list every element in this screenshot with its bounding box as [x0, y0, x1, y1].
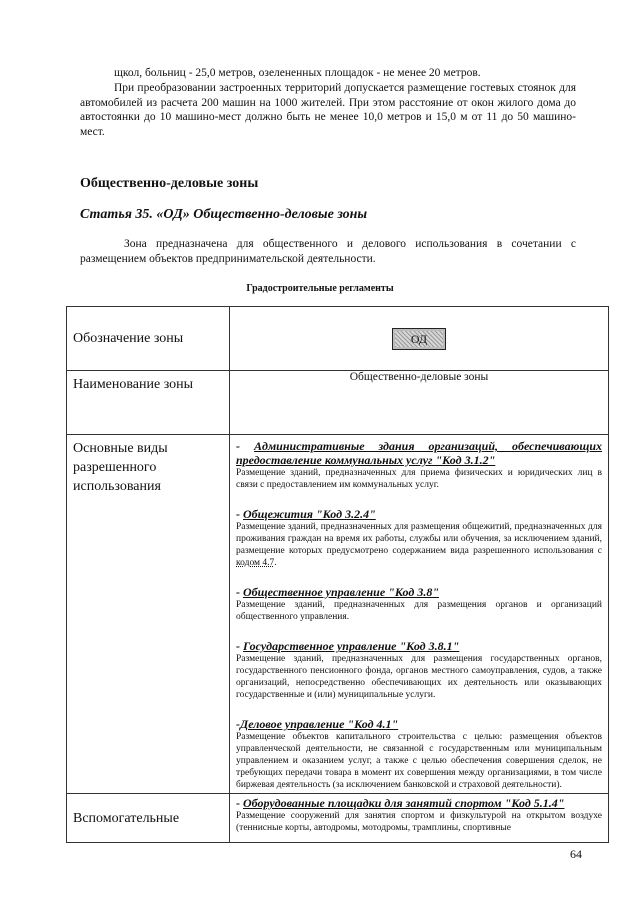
- zone-name-label: Наименование зоны: [67, 371, 230, 435]
- use-title: - Общежития "Код 3.2.4": [236, 507, 376, 521]
- intro-paragraph-1: щкол, больниц - 25,0 метров, озелененных площадок - не менее 20 метров.: [114, 67, 481, 79]
- use-description: Размещение зданий, предназначенных для размещения государственных органов, государственного пенсионного фонда, органов местного самоуправления, судов, а также организаций, непосредственно обеспечивающих их деятельность или оказывающих государственные и (или) муниципальные услуги.: [236, 654, 602, 700]
- use-title: - Оборудованные площадки для занятий спортом "Код 5.1.4": [236, 796, 565, 810]
- use-description: Размещение объектов капитального строительства с целью: размещения объектов управленческой деятельности, не связанной с государственным или муниципальным управлением и оказанием услуг, а также с целью обеспечения совершения сделок, не требующих передачи товара в момент их совершения между организациями, в том числе биржевая деятельность (за исключением банковской и страховой деятельности).: [236, 732, 602, 790]
- main-uses-label: Основные виды разрешенного использования: [67, 435, 230, 794]
- zone-description: Зона предназначена для общественного и делового использования в сочетании с размещением объектов предпринимательской деятельности.: [80, 238, 576, 265]
- zone-name-cell: [230, 371, 609, 435]
- zone-code-badge: ОД: [392, 328, 446, 350]
- use-item: [236, 439, 602, 491]
- aux-uses-label: Вспомогательные: [67, 794, 230, 843]
- use-description: Размещение зданий, предназначенных для размещения общежитий, предназначенных для проживания граждан на время их работы, службы или обучения, за исключением зданий, размещение которых предусмотрено содержанием вида разрешенного использования с кодом 4.7.: [236, 522, 602, 568]
- intro-paragraph-2: При преобразовании застроенных территорий допускается размещение гостевых стоянок для автомобилей из расчета 200 машин на 1000 жителей. При этом расстояние от окон жилого дома до автостоянки до 10 машино-мест должно быть не менее 10,0 метров и 15,0 м от 11 до 50 машино- мест.: [80, 82, 576, 138]
- use-item: [236, 585, 602, 623]
- zone-name-row: [67, 371, 609, 435]
- regulations-table: [66, 306, 609, 843]
- article-title: Статья 35. «ОД» Общественно-деловые зоны: [80, 207, 368, 222]
- use-title: - Общественное управление "Код 3.8": [236, 585, 439, 599]
- use-title: - Административные здания организаций, обеспечивающих предоставление коммунальных услуг "Код 3.1.2": [236, 439, 602, 467]
- use-title: - Государственное управление "Код 3.8.1": [236, 639, 460, 653]
- use-description: Размещение зданий, предназначенных для размещения органов и организаций общественного управления.: [236, 600, 602, 622]
- use-title: -Деловое управление "Код 4.1": [236, 717, 399, 731]
- use-item: [236, 796, 602, 834]
- use-description: Размещение зданий, предназначенных для приема физических и юридических лиц в связи с предоставлением им коммунальных услуг.: [236, 468, 602, 490]
- aux-uses-row: [67, 794, 609, 843]
- code-link[interactable]: кодом 4.7: [236, 558, 275, 568]
- page-number: 64: [570, 847, 582, 861]
- use-description: Размещение сооружений для занятия спортом и физкультурой на открытом воздухе (теннисные корты, автодромы, мотодромы, трамплины, спортивные: [236, 811, 602, 833]
- zone-code-row: [67, 307, 609, 371]
- use-item: [236, 507, 602, 569]
- section-title: Общественно-деловые зоны: [80, 176, 259, 191]
- main-uses-row: [67, 435, 609, 794]
- zone-name-value: Общественно-деловые зоны: [349, 371, 489, 383]
- table-caption: Градостроительные регламенты: [246, 283, 394, 294]
- zone-code-cell: [230, 307, 609, 371]
- zone-code-label: Обозначение зоны: [67, 307, 230, 371]
- main-uses-cell: [230, 435, 609, 794]
- use-item: [236, 639, 602, 701]
- use-item: [236, 717, 602, 791]
- aux-uses-cell: [230, 794, 609, 843]
